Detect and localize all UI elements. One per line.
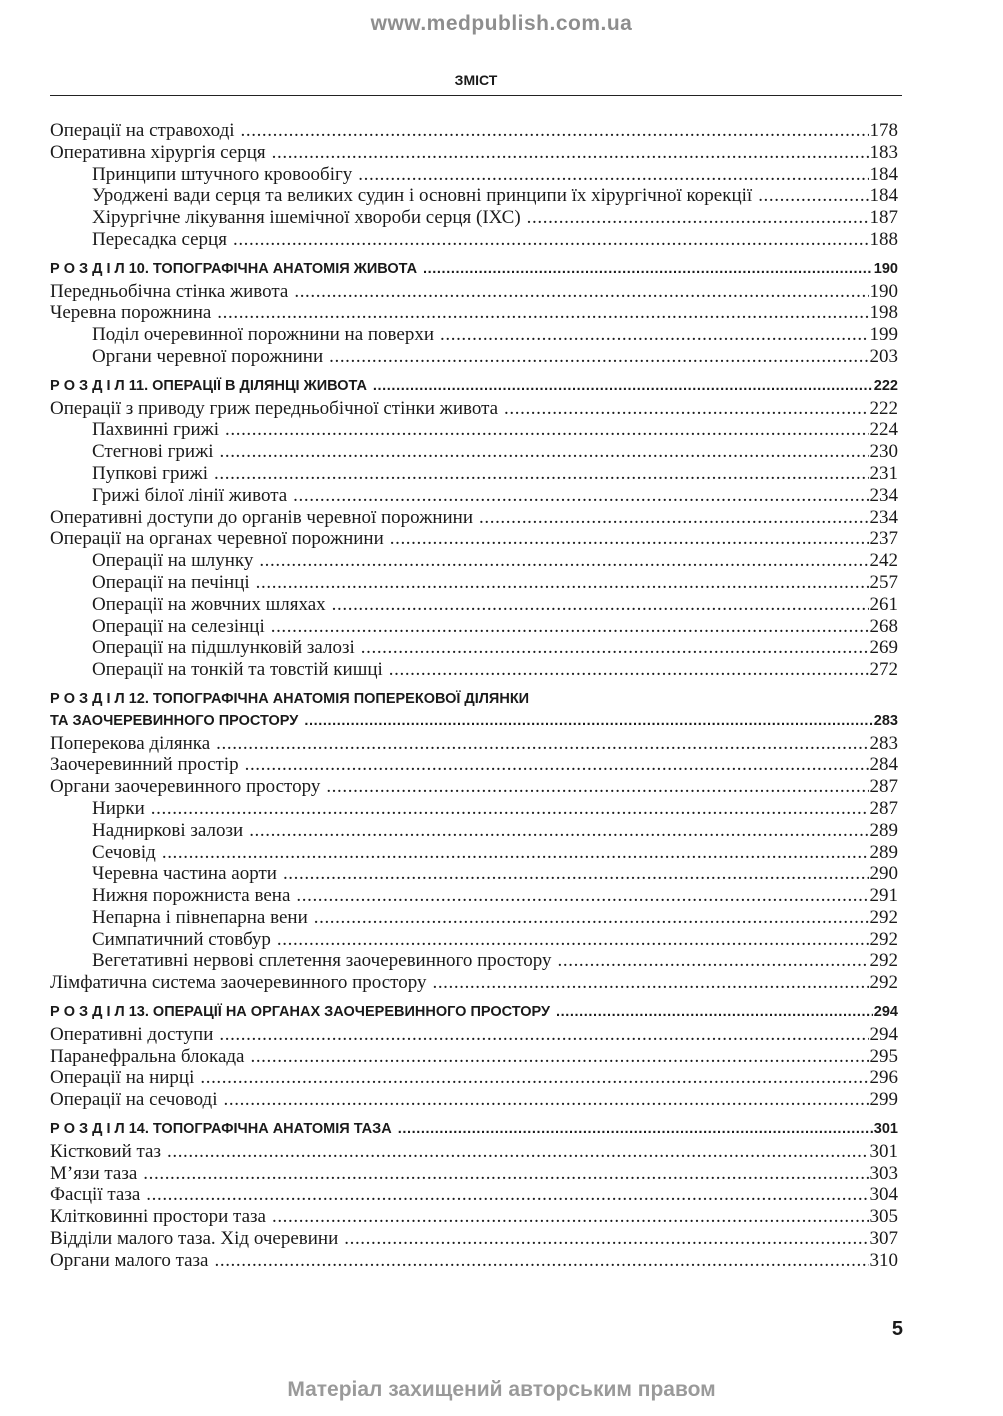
toc-entry-title: Операції на органах черевної порожнини — [50, 528, 384, 550]
toc-dot-leader — [259, 550, 868, 572]
toc-entry — [50, 398, 898, 420]
toc-dot-leader — [373, 376, 873, 398]
toc-entry-page: 272 — [869, 659, 898, 681]
toc-entry-title: Стегнові грижі — [92, 441, 214, 463]
toc-dot-leader — [215, 1250, 869, 1272]
toc-dot-leader — [143, 1163, 868, 1185]
toc-entry-title: Операції на селезінці — [92, 615, 265, 637]
toc-entry-page: 294 — [869, 1023, 898, 1045]
toc-entry-title: Операції на печінці — [92, 571, 250, 593]
toc-dot-leader — [241, 120, 869, 142]
toc-dot-leader — [271, 616, 869, 638]
toc-entry — [50, 550, 898, 572]
toc-entry — [50, 441, 898, 463]
toc-dot-leader — [304, 711, 872, 733]
toc-entry-page: 310 — [869, 1249, 898, 1271]
toc-dot-leader — [479, 507, 868, 529]
toc-entry-page: 234 — [869, 506, 898, 528]
toc-dot-leader — [556, 1002, 873, 1024]
toc-entry — [50, 346, 898, 368]
toc-entry-title: Відділи малого таза. Хід очеревини — [50, 1228, 339, 1250]
toc-dot-leader — [146, 1184, 868, 1206]
toc-entry — [50, 776, 898, 798]
toc-dot-leader — [272, 1206, 869, 1228]
toc-dot-leader — [200, 1067, 868, 1089]
toc-entry-page: 295 — [869, 1045, 898, 1067]
toc-entry — [50, 229, 898, 251]
toc-entry — [50, 1184, 898, 1206]
toc-dot-leader — [249, 820, 868, 842]
toc-dot-leader — [245, 754, 869, 776]
toc-dot-leader — [527, 207, 869, 229]
toc-entry-page: 307 — [869, 1228, 898, 1250]
toc-entry — [50, 324, 898, 346]
toc-entry-title: Фасції таза — [50, 1184, 141, 1206]
toc-entry-page: 296 — [869, 1067, 898, 1089]
toc-entry-page: 287 — [869, 776, 898, 798]
toc-dot-leader — [220, 441, 869, 463]
toc-entry — [50, 120, 898, 142]
website-watermark: www.medpublish.com.ua — [370, 12, 633, 35]
toc-entry-page: 304 — [869, 1184, 898, 1206]
toc-entry-page: 284 — [869, 754, 898, 776]
toc-entry — [50, 463, 898, 485]
toc-entry — [50, 1163, 898, 1185]
page-number: 5 — [891, 1318, 903, 1340]
toc-entry — [50, 507, 898, 529]
toc-dot-leader — [233, 229, 869, 251]
toc-chapter-entry — [50, 1002, 898, 1024]
toc-entry-title: Органи заочеревинного простору — [50, 776, 321, 798]
toc-entry-title: Грижі білої лінії живота — [92, 484, 288, 506]
toc-entry-page: 224 — [869, 419, 898, 441]
toc-entry-page: 222 — [873, 377, 898, 394]
toc-entry-title: Нирки — [92, 797, 145, 819]
toc-entry-title: Сечовід — [92, 841, 156, 863]
toc-entry-page: 231 — [869, 462, 898, 484]
toc-entry-page: 292 — [869, 928, 898, 950]
toc-entry-title: Паранефральна блокада — [50, 1045, 245, 1067]
toc-entry-title: Черевна порожнина — [50, 302, 212, 324]
toc-entry-title: Нижня порожниста вена — [92, 885, 291, 907]
toc-entry — [50, 419, 898, 441]
toc-entry-page: 237 — [869, 528, 898, 550]
toc-dot-leader — [224, 1089, 869, 1111]
toc-entry — [50, 1024, 898, 1046]
toc-entry-title: Оперативні доступи до органів черевної порожнини — [50, 506, 474, 528]
toc-entry — [50, 929, 898, 951]
toc-entry-page: 292 — [869, 950, 898, 972]
toc-entry — [50, 950, 898, 972]
toc-entry — [50, 528, 898, 550]
toc-entry-page: 305 — [869, 1206, 898, 1228]
toc-entry-page: 199 — [869, 324, 898, 346]
toc-entry-title: Р О З Д І Л 14. ТОПОГРАФІЧНА АНАТОМІЯ ТАЗА — [50, 1121, 392, 1138]
toc-entry-title: Поперекова ділянка — [50, 732, 211, 754]
toc-entry-title: Оперативні доступи — [50, 1023, 214, 1045]
toc-entry — [50, 1067, 898, 1089]
toc-entry-page: 190 — [873, 260, 898, 277]
toc-dot-leader — [440, 324, 868, 346]
toc-entry — [50, 207, 898, 229]
toc-entry-title: Пахвинні грижі — [92, 419, 220, 441]
toc-chapter-entry — [50, 1119, 898, 1141]
toc-entry-title: Операції на сечоводі — [50, 1089, 218, 1111]
toc-dot-leader — [219, 1024, 868, 1046]
toc-entry-title: Кістковий таз — [50, 1140, 161, 1162]
toc-entry-page: 242 — [869, 550, 898, 572]
toc-entry-page: 291 — [869, 885, 898, 907]
toc-entry-title: Черевна частина аорти — [92, 863, 277, 885]
toc-entry — [50, 1046, 898, 1068]
toc-entry — [50, 885, 898, 907]
toc-entry-title: Симпатичний стовбур — [92, 928, 271, 950]
toc-entry — [50, 820, 898, 842]
toc-dot-leader — [217, 302, 868, 324]
toc-entry-title: Р О З Д І Л 11. ОПЕРАЦІЇ В ДІЛЯНЦІ ЖИВОТА — [50, 377, 367, 394]
toc-entry-page: 203 — [869, 345, 898, 367]
toc-entry-title: Хірургічне лікування ішемічної хвороби серця (ІХС) — [92, 207, 521, 229]
toc-entry-page: 257 — [869, 571, 898, 593]
toc-entry — [50, 754, 898, 776]
toc-dot-leader — [162, 842, 869, 864]
toc-entry-page: 230 — [869, 441, 898, 463]
toc-entry-title: Органи малого таза — [50, 1249, 209, 1271]
toc-entry — [50, 798, 898, 820]
toc-entry-title: Операції на шлунку — [92, 550, 254, 572]
toc-entry-title: ТА ЗАОЧЕРЕВИННОГО ПРОСТОРУ — [50, 712, 299, 729]
toc-entry — [50, 594, 898, 616]
toc-entry-title: Операції на нирці — [50, 1067, 195, 1089]
toc-dot-leader — [390, 528, 869, 550]
toc-entry-page: 283 — [873, 712, 898, 729]
toc-dot-leader — [214, 463, 868, 485]
toc-entry-title: Операції на тонкій та товстій кишці — [92, 659, 383, 681]
toc-entry-page: 269 — [869, 637, 898, 659]
toc-dot-leader — [432, 972, 868, 994]
toc-entry — [50, 616, 898, 638]
toc-entry-page: 261 — [869, 593, 898, 615]
toc-entry-title: Оперативна хірургія серця — [50, 141, 266, 163]
toc-entry-page: 292 — [869, 906, 898, 928]
toc-entry-page: 222 — [869, 397, 898, 419]
toc-dot-leader — [293, 485, 868, 507]
toc-dot-leader — [332, 594, 869, 616]
toc-entry-title: Принципи штучного кровообігу — [92, 163, 353, 185]
toc-entry — [50, 637, 898, 659]
toc-entry-title: Поділ очеревинної порожнини на поверхи — [92, 324, 435, 346]
toc-entry — [50, 1250, 898, 1272]
toc-chapter-entry — [50, 711, 898, 733]
toc-entry — [50, 907, 898, 929]
toc-entry — [50, 842, 898, 864]
toc-entry-title: Надниркові залози — [92, 819, 244, 841]
toc-dot-leader — [314, 907, 869, 929]
toc-chapter-entry — [50, 689, 898, 711]
toc-dot-leader — [216, 733, 868, 755]
toc-dot-leader — [250, 1046, 868, 1068]
toc-entry-title: Передньобічна стінка живота — [50, 280, 289, 302]
toc-dot-leader — [398, 1119, 873, 1141]
toc-entry-page: 183 — [869, 141, 898, 163]
toc-chapter-entry — [50, 376, 898, 398]
toc-entry — [50, 164, 898, 186]
toc-entry-title: Операції з приводу гриж передньобічної стінки живота — [50, 397, 499, 419]
toc-entry-title: Операції на підшлунковій залозі — [92, 637, 355, 659]
toc-entry-title: Р О З Д І Л 12. ТОПОГРАФІЧНА АНАТОМІЯ ПОПЕРЕКОВОЇ ДІЛЯНКИ — [50, 690, 530, 707]
toc-entry — [50, 1228, 898, 1250]
toc-entry-title: Непарна і півнепарна вени — [92, 906, 308, 928]
toc-entry-page: 294 — [873, 1004, 898, 1021]
toc-entry-title: Вегетативні нервові сплетення заочеревинного простору — [92, 950, 552, 972]
toc-dot-leader — [389, 659, 869, 681]
toc-entry-page: 301 — [873, 1121, 898, 1138]
toc-entry — [50, 659, 898, 681]
toc-entry-page: 283 — [869, 732, 898, 754]
toc-dot-leader — [358, 164, 868, 186]
toc-dot-leader — [758, 185, 868, 207]
toc-dot-leader — [504, 398, 868, 420]
toc-dot-leader — [558, 950, 869, 972]
toc-entry-title: Пупкові грижі — [92, 462, 209, 484]
table-of-contents — [50, 120, 898, 1272]
toc-dot-leader — [361, 637, 869, 659]
toc-entry — [50, 1141, 898, 1163]
toc-entry — [50, 972, 898, 994]
toc-entry-page: 234 — [869, 484, 898, 506]
toc-entry-page: 299 — [869, 1089, 898, 1111]
toc-entry — [50, 185, 898, 207]
toc-dot-leader — [294, 281, 868, 303]
toc-entry-page: 303 — [869, 1162, 898, 1184]
toc-entry-title: Пересадка серця — [92, 228, 227, 250]
toc-entry-page: 184 — [869, 163, 898, 185]
toc-entry-page: 301 — [869, 1140, 898, 1162]
toc-entry-title: Органи черевної порожнини — [92, 345, 324, 367]
toc-entry-title: Операції на жовчних шляхах — [92, 593, 326, 615]
toc-entry-title: Р О З Д І Л 13. ОПЕРАЦІЇ НА ОРГАНАХ ЗАОЧЕРЕВИННОГО ПРОСТОРУ — [50, 1004, 551, 1021]
toc-entry — [50, 572, 898, 594]
toc-entry-title: Лімфатична система заочеревинного простору — [50, 972, 427, 994]
toc-entry-title: Р О З Д І Л 10. ТОПОГРАФІЧНА АНАТОМІЯ ЖИВОТА — [50, 260, 418, 277]
toc-dot-leader — [296, 885, 868, 907]
toc-dot-leader — [256, 572, 869, 594]
toc-entry-page: 289 — [869, 841, 898, 863]
toc-dot-leader — [151, 798, 869, 820]
toc-dot-leader — [423, 259, 873, 281]
toc-entry-page: 287 — [869, 797, 898, 819]
running-head: ЗМІСТ — [454, 72, 498, 88]
toc-entry — [50, 281, 898, 303]
toc-entry — [50, 485, 898, 507]
toc-entry-page: 184 — [869, 185, 898, 207]
toc-entry-title: Клітковинні простори таза — [50, 1206, 266, 1228]
toc-dot-leader — [277, 929, 869, 951]
toc-entry — [50, 302, 898, 324]
toc-entry-page: 289 — [869, 819, 898, 841]
toc-entry — [50, 1089, 898, 1111]
header-rule — [50, 95, 902, 96]
toc-dot-leader — [167, 1141, 869, 1163]
copyright-watermark: Матеріал захищений авторським правом — [287, 1378, 716, 1401]
toc-dot-leader — [272, 142, 869, 164]
toc-dot-leader — [326, 776, 868, 798]
toc-entry-page: 188 — [869, 228, 898, 250]
toc-dot-leader — [329, 346, 868, 368]
toc-entry-page: 268 — [869, 615, 898, 637]
toc-dot-leader — [344, 1228, 868, 1250]
toc-entry-title: Заочеревинний простір — [50, 754, 239, 776]
toc-dot-leader — [283, 863, 869, 885]
toc-dot-leader — [225, 419, 868, 441]
toc-entry-page: 178 — [869, 120, 898, 141]
toc-entry — [50, 733, 898, 755]
toc-entry-page: 292 — [869, 972, 898, 994]
toc-entry-title: М’язи таза — [50, 1162, 138, 1184]
toc-entry-page: 187 — [869, 207, 898, 229]
toc-entry-page: 198 — [869, 302, 898, 324]
toc-entry — [50, 1206, 898, 1228]
toc-chapter-entry — [50, 259, 898, 281]
toc-entry — [50, 142, 898, 164]
toc-entry-title: Операції на стравоході — [50, 120, 235, 141]
toc-entry-title: Уроджені вади серця та великих судин і основні принципи їх хірургічної корекції — [92, 185, 753, 207]
toc-entry — [50, 863, 898, 885]
toc-entry-page: 190 — [869, 280, 898, 302]
toc-entry-page: 290 — [869, 863, 898, 885]
